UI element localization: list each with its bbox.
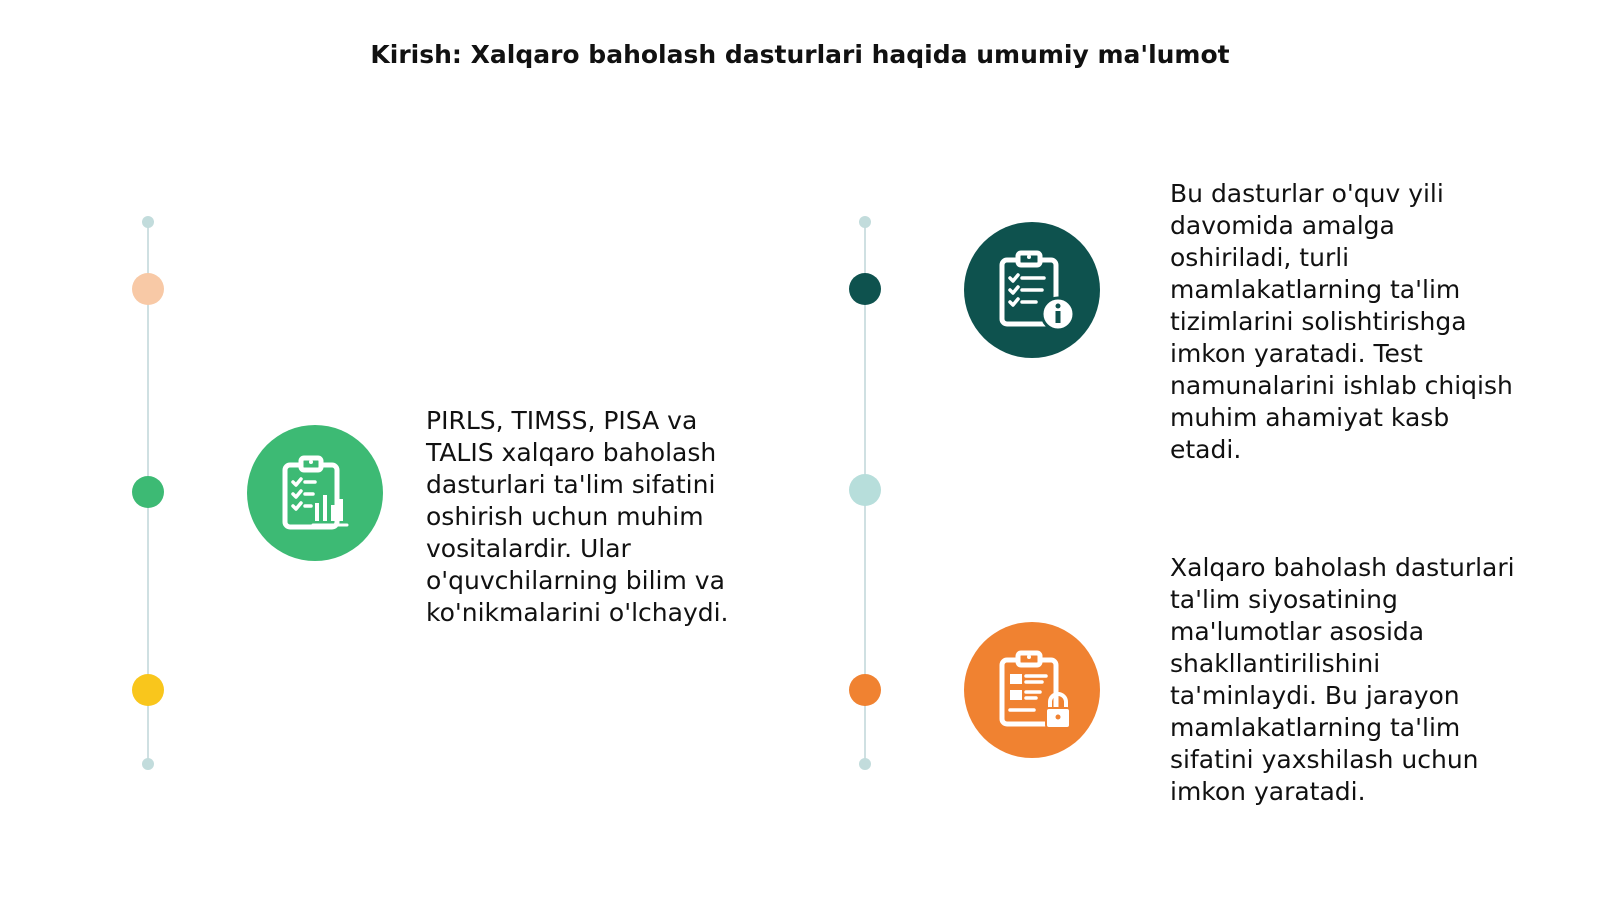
item-1-line: PIRLS, TIMSS, PISA va <box>426 406 698 435</box>
item-2-line: namunalarini ishlab chiqish <box>1170 371 1513 400</box>
item-2-line: muhim ahamiyat kasb <box>1170 403 1450 432</box>
item-2-line: oshiriladi, turli <box>1170 243 1350 272</box>
item-1-line: TALIS xalqaro baholash <box>426 438 717 467</box>
item-2-line: imkon yaratadi. Test <box>1170 339 1423 368</box>
item-1-line: vositalardir. Ular <box>426 534 631 563</box>
left-timeline-dot-green <box>132 476 164 508</box>
left-timeline-dot-peach <box>132 273 164 305</box>
item-1-text <box>426 405 786 629</box>
item-2-line: tizimlarini solishtirishga <box>1170 307 1467 336</box>
clipboard-chart-icon <box>247 425 383 561</box>
page-title: Kirish: Xalqaro baholash dasturlari haqida umumiy ma'lumot <box>370 40 1230 69</box>
item-1-line: oshirish uchun muhim <box>426 502 704 531</box>
item-2-line: etadi. <box>1170 435 1242 464</box>
item-2-line: davomida amalga <box>1170 211 1395 240</box>
right-timeline-start-cap <box>859 216 871 228</box>
item-2-text <box>1170 178 1580 466</box>
item-3-line: ma'lumotlar asosida <box>1170 617 1425 646</box>
item-3-line: ta'minlaydi. Bu jarayon <box>1170 681 1460 710</box>
clipboard-info-icon <box>964 222 1100 358</box>
item-1-line: o'quvchilarning bilim va <box>426 566 725 595</box>
item-3-line: Xalqaro baholash dasturlari <box>1170 553 1515 582</box>
item-2-line: mamlakatlarning ta'lim <box>1170 275 1461 304</box>
item-3-line: shakllantirilishini <box>1170 649 1381 678</box>
item-1-line: dasturlari ta'lim sifatini <box>426 470 716 499</box>
item-3-text <box>1170 552 1580 808</box>
item-2-line: Bu dasturlar o'quv yili <box>1170 179 1444 208</box>
clipboard-lock-icon <box>964 622 1100 758</box>
left-timeline-end-cap <box>142 758 154 770</box>
right-timeline-dot-orange <box>849 674 881 706</box>
left-timeline-dot-yellow <box>132 674 164 706</box>
item-3-line: sifatini yaxshilash uchun <box>1170 745 1479 774</box>
left-timeline-start-cap <box>142 216 154 228</box>
item-3-line: ta'lim siyosatining <box>1170 585 1398 614</box>
right-timeline-end-cap <box>859 758 871 770</box>
right-timeline-dot-dark-teal <box>849 273 881 305</box>
item-3-line: imkon yaratadi. <box>1170 777 1366 806</box>
item-3-line: mamlakatlarning ta'lim <box>1170 713 1461 742</box>
right-timeline-dot-light-teal <box>849 474 881 506</box>
item-1-line: ko'nikmalarini o'lchaydi. <box>426 598 729 627</box>
